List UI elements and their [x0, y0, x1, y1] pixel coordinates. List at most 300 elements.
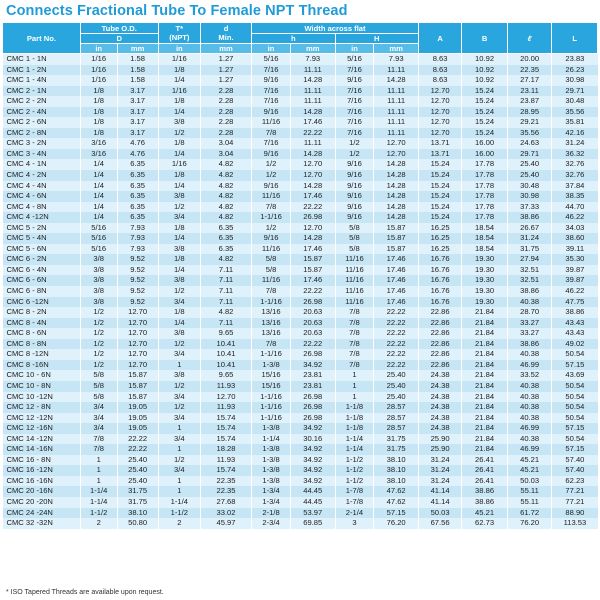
table-cell: 15.74: [200, 413, 251, 424]
table-cell: 1/16: [158, 86, 200, 97]
table-cell: 12.70: [117, 339, 158, 350]
table-cell: 9.52: [117, 286, 158, 297]
header-h-unit-mm: mm: [291, 44, 335, 54]
header-b: B: [462, 23, 508, 54]
table-cell: 2.28: [200, 107, 251, 118]
table-cell: 1-1/2: [335, 455, 374, 466]
part-number-cell: CMC 6 -12N: [3, 297, 81, 308]
table-cell: 17.46: [374, 254, 418, 265]
table-row: [3, 402, 598, 413]
table-cell: 31.24: [418, 455, 461, 466]
table-cell: 1/4: [80, 202, 117, 213]
table-cell: 3.04: [200, 149, 251, 160]
table-cell: 33.02: [200, 508, 251, 519]
table-cell: 7.11: [200, 265, 251, 276]
table-cell: 40.38: [507, 297, 551, 308]
part-number-cell: CMC 20 -16N: [3, 486, 81, 497]
table-cell: 1/4: [158, 181, 200, 192]
table-cell: 11.93: [200, 402, 251, 413]
table-cell: 1-1/4: [158, 497, 200, 508]
table-cell: 7/8: [252, 128, 291, 139]
part-number-cell: CMC 6 - 6N: [3, 275, 81, 286]
table-cell: 7/8: [335, 307, 374, 318]
table-cell: 6.35: [200, 244, 251, 255]
table-row: [3, 444, 598, 455]
table-cell: 14.28: [291, 107, 335, 118]
table-cell: 67.56: [418, 518, 461, 529]
part-number-cell: CMC 4 - 2N: [3, 170, 81, 181]
table-cell: 22.22: [117, 444, 158, 455]
part-number-cell: CMC 6 - 4N: [3, 265, 81, 276]
table-cell: 11.93: [200, 381, 251, 392]
header-t-label: T*: [175, 24, 184, 33]
table-cell: 11.11: [291, 138, 335, 149]
table-cell: 9/16: [335, 170, 374, 181]
table-cell: 11/16: [335, 265, 374, 276]
table-cell: 1: [158, 486, 200, 497]
table-cell: 38.35: [552, 191, 598, 202]
table-cell: 7.93: [291, 54, 335, 65]
table-cell: 27.94: [507, 254, 551, 265]
table-cell: 21.84: [462, 413, 508, 424]
table-cell: 11/16: [252, 275, 291, 286]
table-cell: 15.24: [418, 181, 461, 192]
table-cell: 26.98: [291, 392, 335, 403]
table-cell: 7/8: [335, 328, 374, 339]
part-number-cell: CMC 10 -12N: [3, 392, 81, 403]
table-cell: 25.40: [507, 170, 551, 181]
table-cell: 11/16: [335, 275, 374, 286]
table-cell: 40.38: [507, 349, 551, 360]
table-cell: 3.17: [117, 86, 158, 97]
table-cell: 19.30: [462, 275, 508, 286]
table-cell: 50.54: [552, 381, 598, 392]
table-cell: 17.46: [291, 117, 335, 128]
table-cell: 41.14: [418, 486, 461, 497]
table-cell: 7/16: [252, 86, 291, 97]
table-cell: 1/8: [80, 117, 117, 128]
table-cell: 4.82: [200, 307, 251, 318]
table-cell: 69.85: [291, 518, 335, 529]
table-row: [3, 349, 598, 360]
table-cell: 15/16: [252, 370, 291, 381]
table-cell: 1/8: [80, 128, 117, 139]
table-row: [3, 465, 598, 476]
part-number-cell: CMC 4 - 6N: [3, 191, 81, 202]
table-cell: 15.87: [374, 223, 418, 234]
table-cell: 24.38: [418, 413, 461, 424]
table-cell: 3/4: [80, 402, 117, 413]
table-cell: 7/8: [335, 349, 374, 360]
table-cell: 17.78: [462, 170, 508, 181]
table-cell: 12.70: [291, 159, 335, 170]
table-cell: 21.84: [462, 444, 508, 455]
table-cell: 22.22: [291, 339, 335, 350]
table-cell: 23.83: [552, 54, 598, 65]
table-cell: 31.75: [374, 434, 418, 445]
table-cell: 19.30: [462, 254, 508, 265]
table-cell: 14.28: [374, 75, 418, 86]
table-cell: 17.46: [374, 286, 418, 297]
table-cell: 57.40: [552, 465, 598, 476]
table-cell: 22.22: [374, 349, 418, 360]
table-cell: 14.28: [291, 181, 335, 192]
table-cell: 1/16: [80, 65, 117, 76]
page-title: Connects Fractional Tube To Female NPT Thread: [6, 3, 348, 19]
table-cell: 13.71: [418, 138, 461, 149]
part-number-cell: CMC 1 - 2N: [3, 65, 81, 76]
table-row: [3, 138, 598, 149]
table-cell: 33.27: [507, 328, 551, 339]
table-cell: 50.54: [552, 402, 598, 413]
table-cell: 15.24: [418, 212, 461, 223]
table-cell: 7/16: [335, 128, 374, 139]
table-row: [3, 75, 598, 86]
table-cell: 9/16: [335, 159, 374, 170]
part-number-cell: CMC 8 - 2N: [3, 307, 81, 318]
table-cell: 35.81: [552, 117, 598, 128]
table-cell: 11.11: [374, 117, 418, 128]
table-cell: 12.70: [418, 86, 461, 97]
table-cell: 21.84: [462, 423, 508, 434]
table-cell: 1: [158, 476, 200, 487]
table-cell: 22.86: [418, 307, 461, 318]
table-cell: 10.92: [462, 54, 508, 65]
table-cell: 62.23: [552, 476, 598, 487]
table-row: [3, 149, 598, 160]
table-cell: 1/2: [158, 202, 200, 213]
table-cell: 1/8: [158, 96, 200, 107]
table-cell: 12.70: [200, 392, 251, 403]
table-cell: 21.84: [462, 392, 508, 403]
table-cell: 1/8: [80, 86, 117, 97]
table-cell: 1-3/8: [252, 455, 291, 466]
table-cell: 15.24: [462, 86, 508, 97]
table-cell: 53.97: [291, 508, 335, 519]
table-cell: 1.27: [200, 65, 251, 76]
part-number-cell: CMC 16 - 8N: [3, 455, 81, 466]
table-cell: 9/16: [335, 212, 374, 223]
table-cell: 12.70: [291, 223, 335, 234]
table-cell: 50.54: [552, 413, 598, 424]
table-cell: 1/4: [80, 191, 117, 202]
table-cell: 1-1/16: [252, 413, 291, 424]
table-cell: 11/16: [335, 254, 374, 265]
table-cell: 38.86: [552, 307, 598, 318]
table-cell: 2.28: [200, 117, 251, 128]
table-cell: 1.58: [117, 54, 158, 65]
table-cell: 17.46: [374, 297, 418, 308]
table-row: [3, 212, 598, 223]
table-cell: 12.70: [374, 138, 418, 149]
table-cell: 17.78: [462, 191, 508, 202]
table-cell: 2-1/8: [252, 508, 291, 519]
table-cell: 50.54: [552, 434, 598, 445]
table-cell: 2.28: [200, 128, 251, 139]
table-cell: 25.40: [374, 381, 418, 392]
table-cell: 7/8: [80, 444, 117, 455]
table-cell: 36.32: [552, 149, 598, 160]
header-unit-mm: mm: [117, 44, 158, 54]
header-min-label: Min.: [218, 33, 234, 42]
table-cell: 14.28: [291, 233, 335, 244]
table-cell: 25.40: [374, 370, 418, 381]
table-cell: 3: [335, 518, 374, 529]
table-cell: 27.68: [200, 497, 251, 508]
table-cell: 22.86: [418, 318, 461, 329]
table-cell: 29.21: [507, 117, 551, 128]
table-cell: 62.73: [462, 518, 508, 529]
table-cell: 76.20: [507, 518, 551, 529]
table-cell: 5/8: [252, 265, 291, 276]
table-cell: 9.52: [117, 297, 158, 308]
table-cell: 16.76: [418, 286, 461, 297]
table-cell: 11.93: [200, 455, 251, 466]
part-number-cell: CMC 2 - 6N: [3, 117, 81, 128]
table-cell: 77.21: [552, 497, 598, 508]
table-cell: 7/8: [252, 202, 291, 213]
table-cell: 3/4: [158, 465, 200, 476]
table-cell: 22.86: [418, 360, 461, 371]
table-cell: 1/2: [80, 349, 117, 360]
table-cell: 6.35: [117, 212, 158, 223]
table-cell: 32.76: [552, 170, 598, 181]
table-cell: 3/4: [80, 413, 117, 424]
part-number-cell: CMC 24 -24N: [3, 508, 81, 519]
table-cell: 17.78: [462, 212, 508, 223]
table-cell: 88.90: [552, 508, 598, 519]
table-cell: 7/16: [335, 117, 374, 128]
table-cell: 44.45: [291, 486, 335, 497]
table-cell: 4.82: [200, 212, 251, 223]
table-cell: 9/16: [252, 149, 291, 160]
table-row: [3, 392, 598, 403]
part-number-cell: CMC 5 - 4N: [3, 233, 81, 244]
table-cell: 25.40: [117, 476, 158, 487]
table-row: [3, 265, 598, 276]
table-cell: 3/8: [80, 275, 117, 286]
table-cell: 7/8: [252, 286, 291, 297]
table-cell: 26.98: [291, 349, 335, 360]
table-cell: 16.00: [462, 149, 508, 160]
part-number-cell: CMC 1 - 4N: [3, 75, 81, 86]
table-cell: 9/16: [335, 202, 374, 213]
table-cell: 1-1/16: [252, 392, 291, 403]
fitting-spec-table: [2, 22, 598, 529]
table-cell: 41.14: [418, 497, 461, 508]
table-cell: 24.38: [418, 392, 461, 403]
table-cell: 7/16: [252, 96, 291, 107]
header-t-npt: [158, 23, 200, 44]
table-row: [3, 297, 598, 308]
table-row: [3, 455, 598, 466]
table-cell: 61.72: [507, 508, 551, 519]
header-tube-od-label: Tube O.D.: [101, 23, 137, 33]
table-row: [3, 318, 598, 329]
table-cell: 1-1/8: [335, 402, 374, 413]
table-cell: 9.52: [117, 265, 158, 276]
table-cell: 45.21: [507, 455, 551, 466]
table-cell: 11/16: [252, 244, 291, 255]
table-cell: 15.24: [418, 202, 461, 213]
table-cell: 8.63: [418, 65, 461, 76]
table-cell: 3/4: [158, 413, 200, 424]
table-cell: 15.24: [418, 159, 461, 170]
table-cell: 23.81: [291, 381, 335, 392]
table-cell: 1/8: [158, 65, 200, 76]
table-cell: 4.76: [117, 149, 158, 160]
table-row: [3, 476, 598, 487]
table-cell: 2: [158, 518, 200, 529]
table-cell: 3/8: [158, 244, 200, 255]
table-cell: 29.71: [552, 86, 598, 97]
table-cell: 1/2: [158, 339, 200, 350]
table-row: [3, 233, 598, 244]
table-cell: 22.22: [374, 360, 418, 371]
table-cell: 40.38: [507, 434, 551, 445]
table-cell: 1/2: [80, 360, 117, 371]
table-cell: 19.30: [462, 265, 508, 276]
table-cell: 43.43: [552, 318, 598, 329]
table-row: [3, 254, 598, 265]
table-cell: 4.82: [200, 254, 251, 265]
table-cell: 1-1/2: [158, 508, 200, 519]
table-cell: 20.63: [291, 307, 335, 318]
table-cell: 15.24: [418, 170, 461, 181]
part-number-cell: CMC 3 - 4N: [3, 149, 81, 160]
table-cell: 50.03: [507, 476, 551, 487]
table-cell: 18.54: [462, 223, 508, 234]
table-cell: 7/8: [80, 434, 117, 445]
table-cell: 26.41: [462, 455, 508, 466]
table-cell: 16.00: [462, 138, 508, 149]
part-number-cell: CMC 5 - 2N: [3, 223, 81, 234]
header-unit-in: in: [80, 44, 117, 54]
table-cell: 1: [80, 476, 117, 487]
table-cell: 1-1/4: [335, 434, 374, 445]
table-cell: 12.70: [117, 328, 158, 339]
table-cell: 14.28: [374, 202, 418, 213]
table-cell: 22.86: [418, 339, 461, 350]
table-cell: 11/16: [335, 297, 374, 308]
table-cell: 1/4: [158, 149, 200, 160]
part-number-cell: CMC 16 -12N: [3, 465, 81, 476]
table-cell: 25.90: [418, 434, 461, 445]
table-cell: 30.16: [291, 434, 335, 445]
table-cell: 28.95: [507, 107, 551, 118]
table-cell: 1/4: [80, 159, 117, 170]
table-cell: 5/8: [80, 370, 117, 381]
table-cell: 1/8: [158, 223, 200, 234]
table-cell: 35.56: [507, 128, 551, 139]
table-row: [3, 497, 598, 508]
table-cell: 1-1/16: [252, 349, 291, 360]
table-cell: 6.35: [117, 202, 158, 213]
table-cell: 45.21: [507, 465, 551, 476]
header-H-unit-in: in: [335, 44, 374, 54]
table-cell: 4.82: [200, 170, 251, 181]
table-cell: 14.28: [291, 75, 335, 86]
table-cell: 1/16: [80, 75, 117, 86]
table-cell: 9.65: [200, 328, 251, 339]
table-cell: 15.24: [462, 96, 508, 107]
table-cell: 39.87: [552, 265, 598, 276]
table-cell: 3/8: [158, 370, 200, 381]
table-cell: 21.84: [462, 339, 508, 350]
part-number-cell: CMC 3 - 2N: [3, 138, 81, 149]
table-cell: 22.86: [418, 349, 461, 360]
table-cell: 15.87: [117, 392, 158, 403]
table-cell: 14.28: [374, 159, 418, 170]
table-cell: 22.22: [291, 202, 335, 213]
table-cell: 11.11: [374, 128, 418, 139]
table-cell: 38.10: [117, 508, 158, 519]
table-cell: 57.15: [374, 508, 418, 519]
table-cell: 3/8: [158, 117, 200, 128]
table-cell: 3/8: [158, 275, 200, 286]
table-cell: 5/8: [252, 254, 291, 265]
table-cell: 1-1/4: [335, 444, 374, 455]
table-cell: 2.28: [200, 96, 251, 107]
header-l-small: ℓ: [507, 23, 551, 54]
table-cell: 6.35: [200, 223, 251, 234]
table-cell: 3/4: [158, 212, 200, 223]
part-number-cell: CMC 12 -16N: [3, 423, 81, 434]
table-cell: 47.75: [552, 297, 598, 308]
table-cell: 3/16: [80, 138, 117, 149]
table-cell: 12.70: [117, 307, 158, 318]
table-cell: 1-3/8: [252, 444, 291, 455]
table-cell: 55.11: [507, 486, 551, 497]
table-cell: 32.51: [507, 265, 551, 276]
table-cell: 8.63: [418, 54, 461, 65]
table-cell: 21.84: [462, 349, 508, 360]
table-cell: 1-1/4: [80, 497, 117, 508]
table-cell: 40.38: [507, 392, 551, 403]
table-row: [3, 117, 598, 128]
table-cell: 18.54: [462, 233, 508, 244]
table-cell: 6.35: [117, 181, 158, 192]
table-cell: 15.74: [200, 465, 251, 476]
table-cell: 1/2: [80, 328, 117, 339]
table-row: [3, 159, 598, 170]
table-cell: 7.11: [200, 297, 251, 308]
header-h-unit-in: in: [252, 44, 291, 54]
header-d-min: [200, 23, 251, 44]
table-cell: 7/8: [335, 318, 374, 329]
table-cell: 30.98: [552, 75, 598, 86]
table-cell: 12.70: [117, 360, 158, 371]
table-cell: 50.54: [552, 349, 598, 360]
table-cell: 26.23: [552, 65, 598, 76]
table-row: [3, 360, 598, 371]
header-npt-label: (NPT): [169, 33, 190, 42]
table-cell: 31.75: [117, 497, 158, 508]
table-cell: 31.24: [418, 465, 461, 476]
table-row: [3, 65, 598, 76]
table-row: [3, 128, 598, 139]
table-row: [3, 423, 598, 434]
table-cell: 10.92: [462, 75, 508, 86]
table-cell: 7.93: [374, 54, 418, 65]
table-cell: 9.52: [117, 275, 158, 286]
table-cell: 19.30: [462, 286, 508, 297]
table-row: [3, 96, 598, 107]
part-number-cell: CMC 8 - 8N: [3, 339, 81, 350]
table-cell: 24.38: [418, 370, 461, 381]
table-cell: 11.11: [374, 96, 418, 107]
part-number-cell: CMC 1 - 1N: [3, 54, 81, 65]
